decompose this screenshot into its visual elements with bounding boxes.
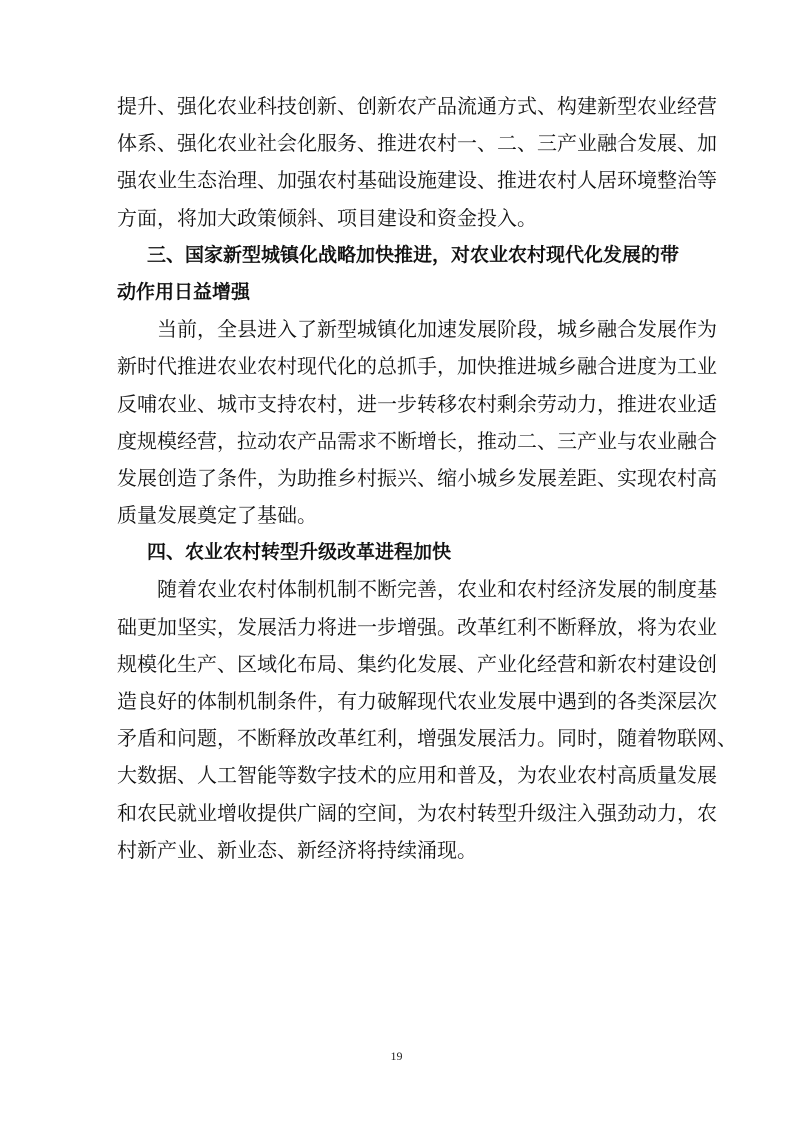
paragraph-line: 造良好的体制机制条件，有力破解现代农业发展中遇到的各类深层次 bbox=[117, 689, 717, 713]
paragraph-line: 质量发展奠定了基础。 bbox=[117, 503, 317, 528]
paragraph-section-4 bbox=[117, 571, 737, 869]
paragraph-line: 和农民就业增收提供广阔的空间，为农村转型升级注入强劲动力，农 bbox=[117, 800, 717, 825]
paragraph-line: 村新产业、新业态、新经济将持续涌现。 bbox=[117, 837, 477, 862]
paragraph-line: 反哺农业、城市支持农村，进一步转移农村剩余劳动力，推进农业适 bbox=[117, 391, 717, 416]
section-heading-4 bbox=[117, 534, 677, 571]
paragraph-line: 提升、强化农业科技创新、创新农产品流通方式、构建新型农业经营 bbox=[117, 94, 717, 118]
section-heading-3 bbox=[117, 237, 680, 311]
heading-line: 三、国家新型城镇化战略加快推进，对农业农村现代化发展的带 bbox=[147, 243, 680, 266]
paragraph-line: 当前，全县进入了新型城镇化加速发展阶段，城乡融合发展作为 bbox=[157, 317, 717, 342]
paragraph-line: 规模化生产、区域化布局、集约化发展、产业化经营和新农村建设创 bbox=[117, 651, 717, 676]
paragraph-line: 发展创造了条件，为助推乡村振兴、缩小城乡发展差距、实现农村高 bbox=[117, 465, 717, 490]
paragraph-line: 矛盾和问题，不断释放改革红利，增强发展活力。同时，随着物联网、 bbox=[117, 726, 737, 751]
paragraph-line: 大数据、人工智能等数字技术的应用和普及，为农业农村高质量发展 bbox=[117, 763, 717, 788]
heading-line: 动作用日益增强 bbox=[117, 280, 251, 303]
page-content bbox=[117, 88, 737, 869]
paragraph-line: 方面，将加大政策倾斜、项目建设和资金投入。 bbox=[117, 205, 537, 230]
paragraph-section-3 bbox=[117, 311, 717, 534]
paragraph-line: 度规模经营，拉动农产品需求不断增长，推动二、三产业与农业融合 bbox=[117, 428, 717, 453]
paragraph-line: 强农业生态治理、加强农村基础设施建设、推进农村人居环境整治等 bbox=[117, 168, 717, 193]
heading-line: 四、农业农村转型升级改革进程加快 bbox=[147, 541, 452, 564]
paragraph-line: 础更加坚实，发展活力将进一步增强。改革红利不断释放，将为农业 bbox=[117, 614, 717, 639]
page-number: 19 bbox=[390, 1049, 403, 1063]
paragraph-line: 随着农业农村体制机制不断完善，农业和农村经济发展的制度基 bbox=[157, 577, 717, 602]
paragraph-continued bbox=[117, 88, 717, 237]
paragraph-line: 体系、强化农业社会化服务、推进农村一、二、三产业融合发展、加 bbox=[117, 131, 717, 156]
paragraph-line: 新时代推进农业农村现代化的总抓手，加快推进城乡融合进度为工业 bbox=[117, 354, 717, 379]
